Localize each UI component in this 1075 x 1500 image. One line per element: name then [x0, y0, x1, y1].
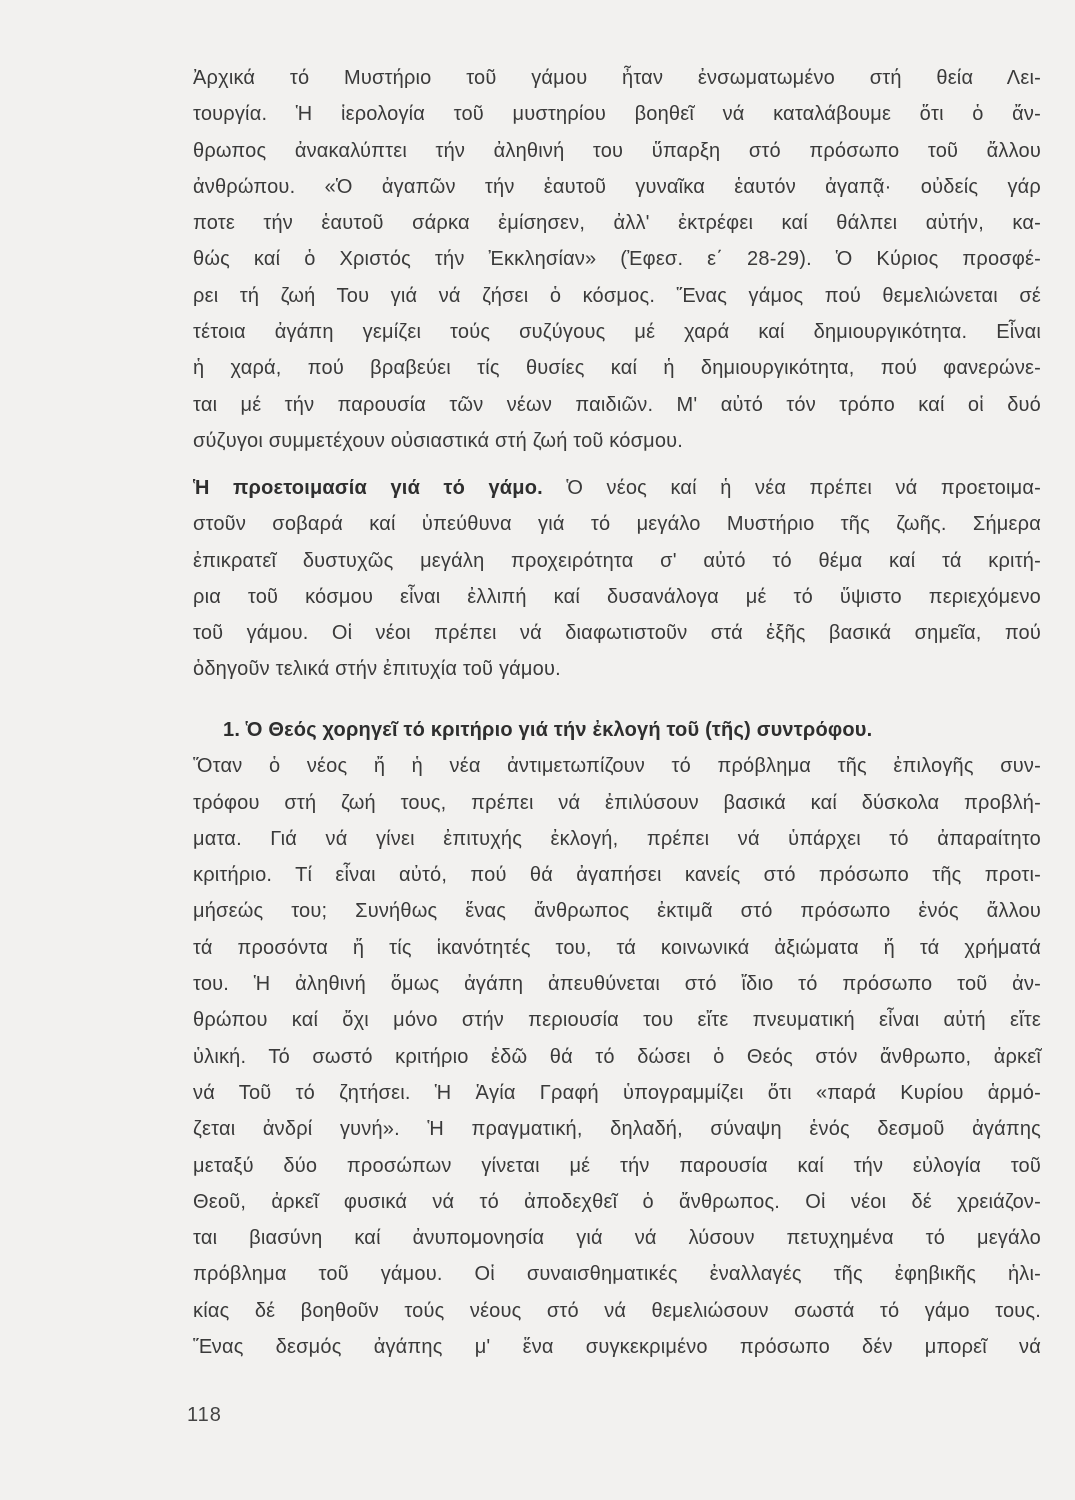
text-line: ἀνθρώπου. «Ὁ ἀγαπῶν τήν ἑαυτοῦ γυναῖκα ἑαυτόν ἀγαπᾷ· οὐδείς γάρ — [193, 175, 1041, 198]
text-line: τά προσόντα ἤ τίς ἱκανότητές του, τά κοινωνικά ἀξιώματα ἤ τά χρήματά — [193, 936, 1041, 959]
text-line: ρει τή ζωή Του γιά νά ζήσει ὁ κόσμος. Ἕνας γάμος πού θεμελιώνεται σέ — [193, 284, 1041, 307]
text-line: ὑλική. Τό σωστό κριτήριο ἐδῶ θά τό δώσει ὁ Θεός στόν ἄνθρωπο, ἀρκεῖ — [193, 1045, 1041, 1068]
text-line: πρόβλημα τοῦ γάμου. Οἱ συναισθηματικές ἐναλλαγές τῆς ἐφηβικῆς ἡλι- — [193, 1263, 1041, 1286]
text-line: του. Ἡ ἀληθινή ὅμως ἀγάπη ἀπευθύνεται στό ἴδιο τό πρόσωπο τοῦ ἀν- — [193, 973, 1041, 996]
text-line: Θεοῦ, ἀρκεῖ φυσικά νά τό ἀποδεχθεῖ ὁ ἄνθρωπος. Οἱ νέοι δέ χρειάζον- — [193, 1190, 1041, 1213]
page-number: 118 — [187, 1404, 222, 1426]
text-line: Ὅταν ὁ νέος ἤ ἡ νέα ἀντιμετωπίζουν τό πρόβλημα τῆς ἐπιλογῆς συν- — [193, 755, 1041, 778]
text-line: ται βιασύνη καί ἀνυπομονησία γιά νά λύσουν πετυχημένα τό μεγάλο — [193, 1227, 1041, 1250]
text-line: κριτήριο. Τί εἶναι αὐτό, πού θά ἀγαπήσει κανείς στό πρόσωπο τῆς προτι- — [193, 864, 1041, 887]
text-line: τέτοια ἀγάπη γεμίζει τούς συζύγους μέ χαρά καί δημιουργικότητα. Εἶναι — [193, 321, 1041, 344]
text-line: ἡ χαρά, πού βραβεύει τίς θυσίες καί ἡ δημιουργικότητα, πού φανερώνε- — [193, 357, 1041, 380]
text-line: μεταξύ δύο προσώπων γίνεται μέ τήν παρουσία καί τήν εὐλογία τοῦ — [193, 1154, 1041, 1177]
text-line: κίας δέ βοηθοῦν τούς νέους στό νά θεμελιώσουν σωστά τό γάμο τους. — [193, 1299, 1041, 1322]
text-line: τρόφου στή ζωή τους, πρέπει νά ἐπιλύσουν βασικά καί δύσκολα προβλή- — [193, 791, 1041, 814]
text-line: θρώπου καί ὄχι μόνο στήν περιουσία του εἴτε πνευματική εἶναι αὐτή εἴτε — [193, 1009, 1041, 1032]
text-line: ματα. Γιά νά γίνει ἐπιτυχής ἐκλογή, πρέπει νά ὑπάρχει τό ἀπαραίτητο — [193, 827, 1041, 850]
text-line: ζεται ἀνδρί γυνή». Ἡ πραγματική, δηλαδή, σύναψη ἑνός δεσμοῦ ἀγάπης — [193, 1118, 1041, 1141]
text-line: μήσεώς του; Συνήθως ἕνας ἄνθρωπος ἐκτιμᾶ στό πρόσωπο ἑνός ἄλλου — [193, 900, 1041, 923]
text-line: ποτε τήν ἑαυτοῦ σάρκα ἐμίσησεν, ἀλλ' ἐκτρέφει καί θάλπει αὐτήν, κα- — [193, 212, 1041, 235]
text-fragment: Ὁ νέος καί ἡ νέα πρέπει νά προετοιμα- — [542, 477, 1041, 499]
text-line: Ἕνας δεσμός ἀγάπης μ' ἕνα συγκεκριμένο πρόσωπο δέν μπορεῖ νά — [193, 1336, 1041, 1359]
text-line: θρωπος ἀνακαλύπτει τήν ἀληθινή του ὕπαρξη στό πρόσωπο τοῦ ἄλλου — [193, 139, 1041, 162]
section-heading-criterion: 1. Ὁ Θεός χορηγεῖ τό κριτήριο γιά τήν ἐκλογή τοῦ (τῆς) συντρόφου. — [223, 719, 873, 741]
text-line: σύζυγοι συμμετέχουν οὐσιαστικά στή ζωή τοῦ κόσμου. — [193, 429, 684, 452]
text-line: στοῦν σοβαρά καί ὑπεύθυνα γιά τό μεγάλο Μυστήριο τῆς ζωῆς. Σήμερα — [193, 513, 1041, 536]
text-line: τοῦ γάμου. Οἱ νέοι πρέπει νά διαφωτιστοῦν στά ἑξῆς βασικά σημεῖα, πού — [193, 622, 1041, 645]
text-line: τουργία. Ἡ ἱερολογία τοῦ μυστηρίου βοηθεῖ νά καταλάβουμε ὅτι ὁ ἄν- — [193, 103, 1041, 126]
text-line: ἐπικρατεῖ δυστυχῶς μεγάλη προχειρότητα σ' αὐτό τό θέμα καί τά κριτή- — [193, 549, 1041, 572]
text-line: ρια τοῦ κόσμου εἶναι ἐλλιπή καί δυσανάλογα μέ τό ὕψιστο περιεχόμενο — [193, 585, 1041, 608]
text-line: ται μέ τήν παρουσία τῶν νέων παιδιῶν. Μ' αὐτό τόν τρόπο καί οἱ δυό — [193, 393, 1041, 416]
section-heading-preparation: Ἡ προετοιμασία γιά τό γάμο. — [193, 477, 543, 499]
text-line: νά Τοῦ τό ζητήσει. Ἡ Ἁγία Γραφή ὑπογραμμίζει ὅτι «παρά Κυρίου ἁρμό- — [193, 1081, 1041, 1104]
text-line — [193, 470, 1041, 506]
paragraph-preparation — [193, 470, 1041, 688]
paragraph-criterion — [193, 712, 1041, 1365]
text-line: Ἀρχικά τό Μυστήριο τοῦ γάμου ἦταν ἐνσωματωμένο στή θεία Λει- — [193, 67, 1041, 89]
text-line: θώς καί ὁ Χριστός τήν Ἐκκλησίαν» (Ἐφεσ. ε΄ 28-29). Ὁ Κύριος προσφέ- — [193, 248, 1041, 271]
text-line: ὁδηγοῦν τελικά στήν ἐπιτυχία τοῦ γάμου. — [193, 658, 561, 681]
paragraph-marriage-liturgy — [193, 60, 1041, 459]
